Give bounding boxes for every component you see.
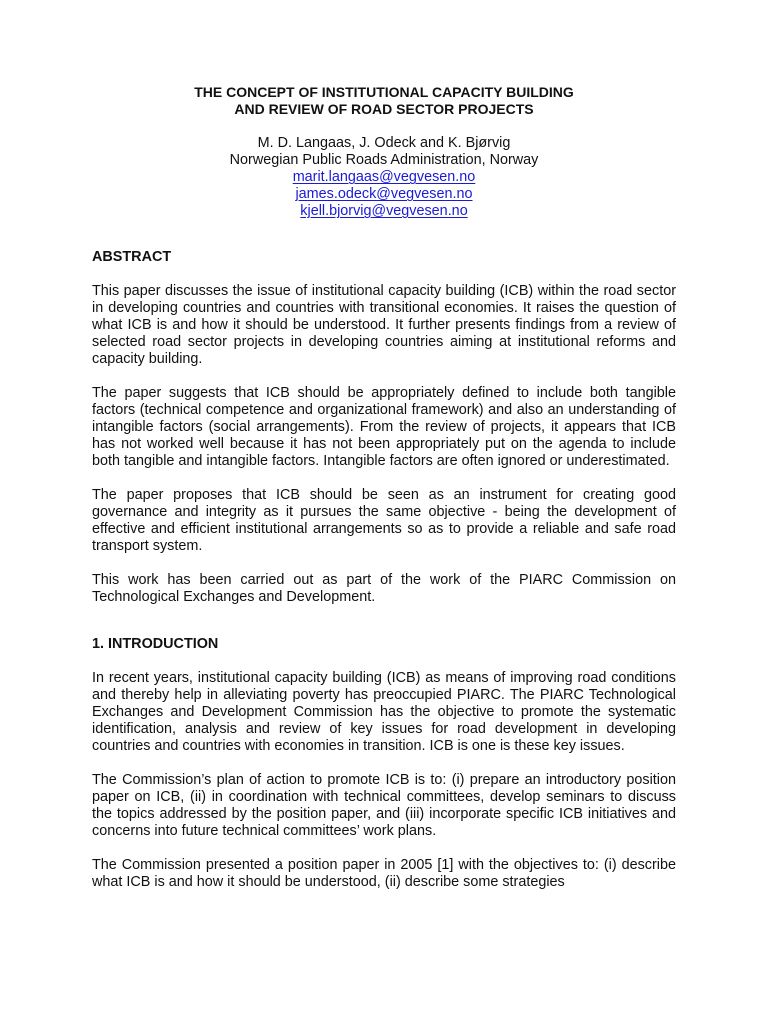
- abstract-paragraph: The paper suggests that ICB should be appropriately defined to include both tangible factors (technical competence and organizational framework) and also an understanding of intangible factors (social arrangements). From the review of projects, it appears that ICB has not worked well because it has not been appropriately put on the agenda to include both tangible and intangible factors. Intangible factors are often ignored or underestimated.: [92, 385, 676, 469]
- title-line-2: AND REVIEW OF ROAD SECTOR PROJECTS: [234, 101, 534, 117]
- introduction-paragraph: In recent years, institutional capacity building (ICB) as means of improving road conditions and thereby help in alleviating poverty has preoccupied PIARC. The PIARC Technological Exchanges and Development Commission has the objective to promote the systematic identification, analysis and review of key issues for road development in developing countries and countries with economies in transition. ICB is one is these key issues.: [92, 670, 676, 754]
- author-affiliation: Norwegian Public Roads Administration, Norway: [229, 152, 539, 168]
- abstract-heading: ABSTRACT: [92, 249, 172, 265]
- paper-page: [92, 84, 676, 891]
- author-names: M. D. Langaas, J. Odeck and K. Bjørvig: [257, 135, 511, 151]
- author-block: [92, 135, 676, 220]
- email-link-langaas[interactable]: marit.langaas@vegvesen.no: [292, 169, 476, 185]
- abstract-paragraph: This paper discusses the issue of institutional capacity building (ICB) within the road sector in developing countries and countries with transitional economies. It raises the question of what ICB is and how it should be understood. It further presents findings from a review of selected road sector projects in developing countries aiming at institutional reforms and capacity building.: [92, 283, 676, 367]
- abstract-paragraph: This work has been carried out as part of the work of the PIARC Commission on Technological Exchanges and Development.: [92, 572, 676, 605]
- paper-title: [92, 84, 676, 118]
- introduction-paragraph: The Commission presented a position paper in 2005 [1] with the objectives to: (i) describe what ICB is and how it should be understood, (ii) describe some strategies: [92, 857, 676, 890]
- email-link-odeck[interactable]: james.odeck@vegvesen.no: [295, 186, 473, 202]
- title-line-1: THE CONCEPT OF INSTITUTIONAL CAPACITY BUILDING: [194, 84, 574, 100]
- email-link-bjorvig[interactable]: kjell.bjorvig@vegvesen.no: [300, 203, 468, 219]
- introduction-heading: 1. INTRODUCTION: [92, 636, 219, 652]
- abstract-paragraph: The paper proposes that ICB should be seen as an instrument for creating good governance and integrity as it pursues the same objective - being the development of effective and efficient institutional arrangements so as to provide a reliable and safe road transport system.: [92, 487, 676, 554]
- introduction-paragraph: The Commission’s plan of action to promote ICB is to: (i) prepare an introductory position paper on ICB, (ii) in coordination with technical committees, develop seminars to discuss the topics addressed by the position paper, and (iii) incorporate specific ICB initiatives and concerns into future technical committees’ work plans.: [92, 772, 676, 839]
